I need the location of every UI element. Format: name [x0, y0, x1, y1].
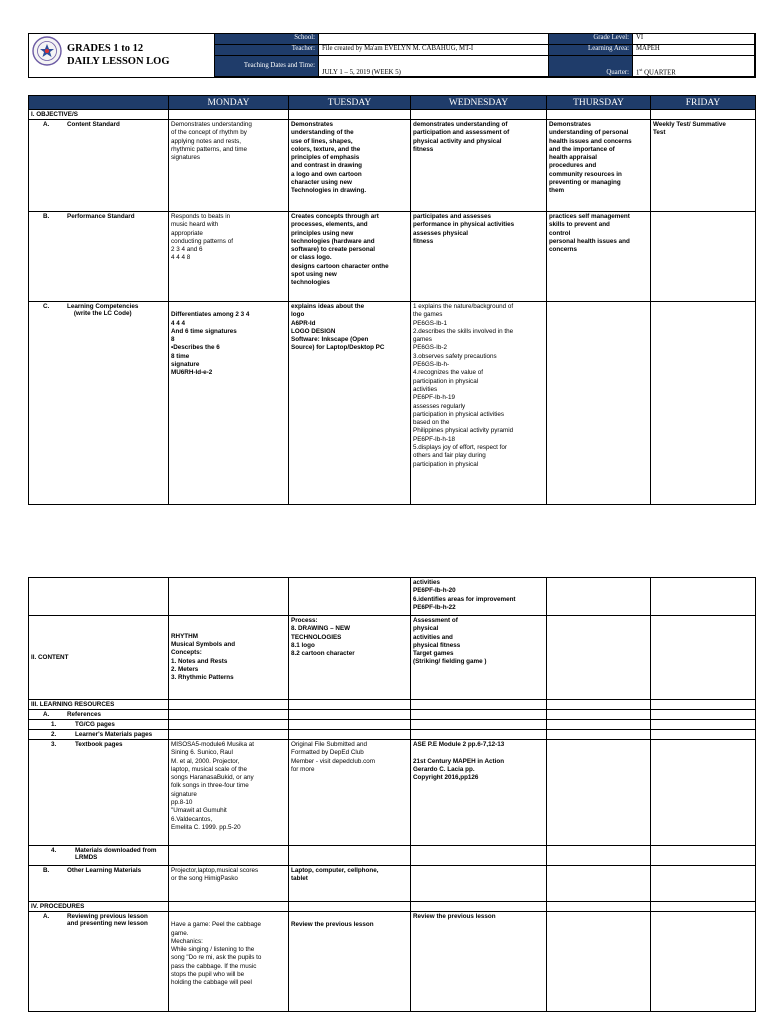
quarter-value: 1st QUARTER [633, 56, 755, 77]
cs-monday: Demonstrates understanding of the concept of rhythm by applying notes and rests, rhythmic patterns, and time signatures [169, 120, 289, 212]
procedures-heading: IV. PROCEDURES [29, 902, 169, 912]
school-value [319, 34, 549, 45]
content-tuesday: Process: 8. DRAWING – NEW TECHNOLOGIES 8.1 logo 8.2 cartoon character [289, 616, 411, 700]
review-tuesday: Review the previous lesson [289, 912, 411, 1012]
ps-thursday: practices self management skills to prevent and control personal health issues and concerns [547, 212, 651, 302]
objectives-heading: I. OBJECTIVE/S [29, 110, 169, 120]
textbook-tuesday: Original File Submitted and Formatted by DepEd Club Member - visit depedclub.com for more [289, 740, 411, 846]
deped-seal-icon [32, 36, 62, 66]
content-wednesday: Assessment of physical activities and physical fitness Target games (Striking/ fielding game ) [411, 616, 547, 700]
title-line-1: GRADES 1 to 12 [67, 43, 144, 54]
learning-resources-heading: III. LEARNING RESOURCES [29, 700, 169, 710]
school-label: School: [215, 34, 319, 45]
lc-wednesday: 1 explains the nature/background of the games PE6GS-Ib-1 2.describes the skills involved in the games PE6GS-Ib-2 3.observes safety precautions PE6GS-Ib-h- 4.recognizes the value of participation in physical activities PE6PF-Ib-h-19 assesses regularly participation in physical activities based on the Philippines physical activity pyramid PE6PF-Ib-h-18 5.displays joy of effort, respect for others and fair play during participation in physical [411, 302, 547, 505]
textbook-pages-label: 3. Textbook pages [29, 740, 169, 846]
title-line-2: DAILY LESSON LOG [67, 56, 170, 67]
review-monday: Have a game: Peel the cabbage game. Mechanics: While singing / listening to the song "Do re mi, ask the pupils to pass the cabbage. If the music stops the pupil who will be holding the cabbage will peel [169, 912, 289, 1012]
lc-tuesday: explains ideas about the logo A6PR-Id LOGO DESIGN Software: Inkscape (Open Source) for Laptop/Desktop PC [289, 302, 411, 505]
learning-competencies-label: C. Learning Competencies (write the LC Code) [29, 302, 169, 505]
textbook-monday: MISOSA5-module6 Musika at Sining 6. Sunico, Raul M. et al, 2000. Projector, laptop, musical scale of the songs HaranasaBukid, or any folk songs in three-four time signature pp.8-10 "Umawit at Gumuhit 6.Valdecantos, Emelita C. 1999. pp.5-20 [169, 740, 289, 846]
lrmds-label: 4. Materials downloaded from LRMDS [29, 846, 169, 866]
teacher-label: Teacher: [215, 45, 319, 56]
header-info-table [214, 33, 755, 77]
dates-label: Teaching Dates and Time: [215, 56, 319, 77]
cs-thursday: Demonstrates understanding of personal health issues and concerns and the importance of health appraisal procedures and community resources in preventing or managing them [547, 120, 651, 212]
cs-friday: Weekly Test/ Summative Test [651, 120, 756, 212]
ps-friday [651, 212, 756, 302]
performance-standard-label: B. Performance Standard [29, 212, 169, 302]
day-wednesday: WEDNESDAY [411, 96, 547, 110]
blank-corner [29, 96, 169, 110]
grade-label: Grade Level: [549, 34, 633, 45]
learners-materials-label: 2. Learner's Materials pages [29, 730, 169, 740]
day-monday: MONDAY [169, 96, 289, 110]
day-thursday: THURSDAY [547, 96, 651, 110]
ps-monday: Responds to beats in music heard with appropriate conducting patterns of 2 3 4 and 6 4 4 4 8 [169, 212, 289, 302]
tg-cg-pages-label: 1. TG/CG pages [29, 720, 169, 730]
other-materials-tuesday: Laptop, computer, cellphone, tablet [289, 866, 411, 902]
grade-value: VI [633, 34, 755, 45]
content-heading: II. CONTENT [29, 616, 169, 700]
lesson-table-page-1 [28, 95, 756, 505]
other-materials-monday: Projector,laptop,musical scores or the song HimigPasko [169, 866, 289, 902]
lesson-table-page-2 [28, 577, 756, 1012]
cs-wednesday: demonstrates understanding of participation and assessment of physical activity and physical fitness [411, 120, 547, 212]
lc-monday: Differentiates among 2 3 4 4 4 4 And 6 time signatures 8 •Describes the 6 8 time signature MU6RH-Id-e-2 [169, 302, 289, 505]
day-tuesday: TUESDAY [289, 96, 411, 110]
area-label: Learning Area: [549, 45, 633, 56]
dates-value: JULY 1 – 5, 2019 (WEEK 5) [319, 56, 549, 77]
lc-wednesday-continued: activities PE6PF-Ib-h-20 6.identifies areas for improvement PE6PF-Ib-h-22 [411, 578, 547, 616]
day-friday: FRIDAY [651, 96, 756, 110]
references-label: A. References [29, 710, 169, 720]
ps-tuesday: Creates concepts through art processes, elements, and principles using new technologies (hardware and software) to create personal or class logo. designs cartoon character onthe spot using new technologies [289, 212, 411, 302]
lc-friday [651, 302, 756, 505]
area-value: MAPEH [633, 45, 755, 56]
other-materials-label: B. Other Learning Materials [29, 866, 169, 902]
reviewing-lesson-label: A. Reviewing previous lesson and presenting new lesson [29, 912, 169, 1012]
textbook-wednesday: ASE P.E Module 2 pp.6-7,12-13 21st Century MAPEH in Action Gerardo C. Lacia pp. Copyright 2016,pp126 [411, 740, 547, 846]
ps-wednesday: participates and assesses performance in physical activities assesses physical fitness [411, 212, 547, 302]
lc-thursday [547, 302, 651, 505]
cs-tuesday: Demonstrates understanding of the use of lines, shapes, colors, texture, and the principles of emphasis and contrast in drawing a logo and own cartoon character using new Technologies in drawing. [289, 120, 411, 212]
teacher-value: File created by Ma'am EVELYN M. CABAHUG, MT-I [319, 45, 549, 56]
quarter-label: Quarter: [549, 56, 633, 77]
content-standard-label: A. Content Standard [29, 120, 169, 212]
review-wednesday: Review the previous lesson [411, 912, 547, 1012]
content-monday: RHYTHM Musical Symbols and Concepts: 1. Notes and Rests 2. Meters 3. Rhythmic Patterns [169, 616, 289, 700]
